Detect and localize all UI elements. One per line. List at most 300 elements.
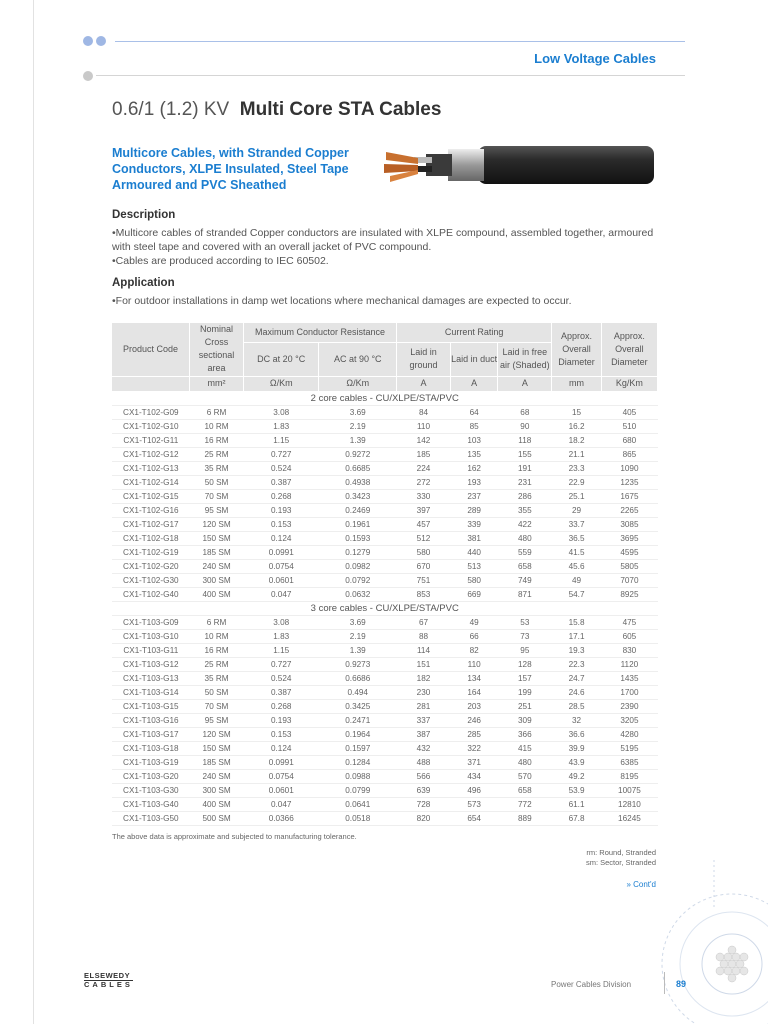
unit-cell: Ω/Km (244, 376, 319, 391)
unit-cell: A (450, 376, 497, 391)
table-cell: 1.39 (349, 435, 366, 445)
table-cell: 0.047 (270, 589, 292, 599)
table-cell: 4280 (620, 729, 639, 739)
table-cell: 415 (517, 743, 532, 753)
table-cell: 3085 (620, 519, 639, 529)
table-cell: 272 (416, 477, 431, 487)
product-code-cell: CX1-T102-G13 (123, 463, 179, 473)
table-cell: 150 SM (202, 743, 231, 753)
table-cell: 0.0754 (268, 561, 294, 571)
table-cell: 871 (517, 589, 532, 599)
table-cell: 0.268 (270, 491, 292, 501)
table-row (112, 629, 658, 643)
unit-cell: A (397, 376, 451, 391)
table-cell: 15.8 (568, 617, 585, 627)
table-cell: 853 (416, 589, 431, 599)
header-ground: Laid in ground (397, 342, 451, 376)
table-cell: 820 (416, 813, 431, 823)
table-cell: 6 RM (206, 617, 227, 627)
application-text (112, 294, 657, 308)
table-cell: 95 SM (204, 715, 229, 725)
unit-cell: mm (552, 376, 602, 391)
page-number: 89 (676, 979, 687, 989)
table-cell: 0.124 (270, 533, 292, 543)
table-row (112, 741, 658, 755)
table-cell: 7070 (620, 575, 639, 585)
table-cell: 5805 (620, 561, 639, 571)
table-cell: 70 SM (204, 491, 229, 501)
product-code-cell: CX1-T102-G10 (123, 421, 179, 431)
table-row (112, 475, 658, 489)
table-cell: 22.3 (568, 659, 585, 669)
table-cell: 0.047 (270, 799, 292, 809)
table-cell: 50 SM (204, 687, 229, 697)
table-cell: 580 (467, 575, 481, 585)
table-cell: 300 SM (202, 575, 231, 585)
table-row (112, 587, 658, 601)
table-cell: 422 (517, 519, 532, 529)
table-cell: 639 (416, 785, 431, 795)
table-cell: 16 RM (204, 645, 229, 655)
table-cell: 41.5 (568, 547, 585, 557)
legend-item: rm: Round, Stranded (586, 848, 656, 857)
table-cell: 4595 (620, 547, 639, 557)
table-cell: 22.9 (568, 477, 585, 487)
table-row (112, 531, 658, 545)
table-cell: 24.7 (568, 673, 585, 683)
table-cell: 337 (416, 715, 431, 725)
table-cell: 1090 (620, 463, 639, 473)
table-cell: 1435 (620, 673, 639, 683)
table-cell: 0.1279 (345, 547, 371, 557)
table-cell: 3.69 (349, 407, 366, 417)
table-cell: 251 (517, 701, 532, 711)
table-cell: 67 (418, 617, 429, 627)
header-current-rating: Current Rating (397, 323, 552, 342)
table-cell: 496 (467, 785, 481, 795)
table-cell: 15 (572, 407, 582, 417)
table-row (112, 643, 658, 657)
product-code-cell: CX1-T103-G11 (123, 645, 179, 655)
table-cell: 0.6685 (345, 463, 371, 473)
table-cell: 49 (469, 617, 479, 627)
product-code-cell: CX1-T103-G18 (123, 743, 179, 753)
product-code-cell: CX1-T103-G13 (123, 673, 179, 683)
table-cell: 88 (418, 631, 429, 641)
table-cell: 0.0792 (345, 575, 371, 585)
table-cell: 285 (467, 729, 481, 739)
table-cell: 25.1 (568, 491, 585, 501)
table-cell: 8925 (620, 589, 639, 599)
table-cell: 0.2471 (345, 715, 371, 725)
title-voltage: 0.6/1 (1.2) KV (112, 99, 230, 120)
table-cell: 128 (517, 659, 532, 669)
table-cell: 0.0366 (268, 813, 294, 823)
table-row (112, 419, 658, 433)
product-code-cell: CX1-T102-G19 (123, 547, 179, 557)
table-cell: 110 (467, 659, 481, 669)
section-title: Low Voltage Cables (534, 51, 656, 66)
table-cell: 0.0601 (268, 575, 294, 585)
table-cell: 0.193 (270, 505, 292, 515)
table-body (112, 391, 658, 825)
table-cell: 387 (416, 729, 431, 739)
table-cell: 0.0601 (268, 785, 294, 795)
table-row (112, 461, 658, 475)
table-cell: 73 (520, 631, 530, 641)
table-cell: 0.0641 (345, 799, 371, 809)
table-cell: 185 (416, 449, 431, 459)
product-code-cell: CX1-T102-G16 (123, 505, 179, 515)
product-code-cell: CX1-T102-G11 (123, 435, 179, 445)
footer-divider (664, 972, 665, 994)
table-cell: 36.6 (568, 729, 585, 739)
table-cell: 50 SM (204, 477, 229, 487)
table-cell: 2.19 (349, 631, 366, 641)
table-cell: 66 (469, 631, 479, 641)
table-cell: 510 (622, 421, 637, 431)
table-cell: 16245 (618, 813, 641, 823)
table-cell: 0.387 (270, 477, 292, 487)
table-cell: 0.387 (270, 687, 292, 697)
table-cell: 728 (416, 799, 431, 809)
product-code-cell: CX1-T103-G14 (123, 687, 179, 697)
table-cell: 1700 (620, 687, 639, 697)
table-row (112, 447, 658, 461)
table-cell: 366 (517, 729, 532, 739)
table-cell: 0.494 (347, 687, 368, 697)
division-name: Power Cables Division (551, 980, 632, 989)
table-cell: 25 RM (204, 659, 229, 669)
table-cell: 1.39 (349, 645, 366, 655)
product-code-cell: CX1-T103-G19 (123, 757, 179, 767)
table-cell: 246 (467, 715, 481, 725)
table-cell: 330 (416, 491, 431, 501)
table-cell: 150 SM (202, 533, 231, 543)
product-code-cell: CX1-T102-G14 (123, 477, 179, 487)
header-free-air: Laid in free air (Shaded) (498, 342, 552, 376)
table-cell: 118 (518, 435, 532, 445)
table-cell: 224 (416, 463, 431, 473)
table-cell: 0.0991 (268, 547, 294, 557)
description-heading: Description (112, 209, 176, 221)
table-cell: 237 (467, 491, 481, 501)
table-cell: 0.1964 (345, 729, 371, 739)
table-cell: 16.2 (568, 421, 585, 431)
table-cell: 10075 (618, 785, 641, 795)
product-code-cell: CX1-T102-G15 (123, 491, 179, 501)
header-max-resistance: Maximum Conductor Resistance (244, 323, 397, 342)
product-subtitle: Multicore Cables, with Stranded Copper Conductors, XLPE Insulated, Steel Tape Armoured and PVC Sheathed (112, 146, 349, 192)
table-cell: 1675 (620, 491, 639, 501)
table-row (112, 755, 658, 769)
table-cell: 400 SM (202, 589, 231, 599)
table-cell: 49 (572, 575, 582, 585)
table-cell: 21.1 (568, 449, 585, 459)
table-cell: 371 (467, 757, 481, 767)
table-cell: 3695 (620, 533, 639, 543)
cable-illustration (378, 140, 660, 190)
table-cell: 658 (517, 785, 532, 795)
unit-cell: Kg/Km (601, 376, 657, 391)
table-cell: 53.9 (568, 785, 585, 795)
table-cell: 12810 (618, 799, 641, 809)
table-cell: 0.0988 (345, 771, 371, 781)
product-code-cell: CX1-T102-G12 (123, 449, 179, 459)
table-cell: 281 (416, 701, 431, 711)
table-cell: 185 SM (202, 547, 231, 557)
table-cell: 751 (416, 575, 431, 585)
table-cell: 36.5 (568, 533, 585, 543)
table-cell: 103 (467, 435, 481, 445)
table-cell: 49.2 (568, 771, 585, 781)
table-cell: 19.3 (568, 645, 585, 655)
table-cell: 64 (469, 407, 479, 417)
table-cell: 0.124 (270, 743, 292, 753)
table-cell: 500 SM (202, 813, 231, 823)
table-cell: 865 (622, 449, 637, 459)
table-row (112, 811, 658, 825)
conductor-legend (586, 848, 656, 868)
table-cell: 289 (467, 505, 481, 515)
table-cell: 25 RM (204, 449, 229, 459)
table-cell: 3.69 (349, 617, 366, 627)
table-cell: 0.1597 (345, 743, 371, 753)
table-cell: 164 (467, 687, 481, 697)
table-cell: 230 (416, 687, 431, 697)
table-cell: 0.9273 (345, 659, 371, 669)
table-cell: 162 (467, 463, 481, 473)
description-item: •Cables are produced according to IEC 60502. (112, 255, 329, 267)
table-cell: 110 (416, 421, 431, 431)
product-code-cell: CX1-T102-G18 (123, 533, 179, 543)
table-row (112, 685, 658, 699)
table-cell: 231 (517, 477, 532, 487)
table-cell: 889 (517, 813, 532, 823)
product-code-cell: CX1-T102-G17 (123, 519, 179, 529)
table-cell: 0.2469 (345, 505, 371, 515)
product-code-cell: CX1-T103-G20 (123, 771, 179, 781)
header-nominal-area: Nominal Cross sectional area (190, 323, 244, 376)
group-title: 3 core cables - CU/XLPE/STA/PVC (310, 602, 459, 614)
table-cell: 513 (467, 561, 481, 571)
table-cell: 90 (520, 421, 530, 431)
product-code-cell: CX1-T103-G30 (123, 785, 179, 795)
table-cell: 0.1961 (345, 519, 371, 529)
table-cell: 0.0754 (268, 771, 294, 781)
table-cell: 23.3 (568, 463, 585, 473)
table-cell: 3205 (620, 715, 639, 725)
table-row (112, 727, 658, 741)
company-logo: ELSEWEDY CABLES (84, 971, 133, 989)
table-cell: 3.08 (273, 617, 290, 627)
header-rule (115, 41, 685, 42)
table-cell: 68 (520, 407, 530, 417)
table-cell: 0.524 (270, 463, 292, 473)
table-group-header (112, 391, 658, 405)
product-code-cell: CX1-T103-G12 (123, 659, 179, 669)
header-dot-grey (83, 71, 93, 81)
table-cell: 67.8 (568, 813, 585, 823)
table-row (112, 545, 658, 559)
table-cell: 0.153 (270, 519, 292, 529)
table-cell: 191 (517, 463, 532, 473)
table-cell: 475 (622, 617, 637, 627)
table-cell: 654 (467, 813, 481, 823)
table-cell: 157 (517, 673, 532, 683)
table-cell: 29 (572, 505, 582, 515)
table-cell: 480 (517, 533, 532, 543)
table-cell: 134 (467, 673, 481, 683)
table-cell: 240 SM (202, 561, 231, 571)
table-row (112, 783, 658, 797)
table-cell: 669 (467, 589, 481, 599)
table-cell: 573 (467, 799, 481, 809)
table-cell: 182 (416, 673, 431, 683)
table-cell: 10 RM (204, 631, 229, 641)
table-cell: 405 (622, 407, 637, 417)
header-rule-grey (96, 75, 685, 76)
table-cell: 0.0518 (345, 813, 371, 823)
unit-cell: mm² (190, 376, 244, 391)
header-ac: AC at 90 °C (319, 342, 397, 376)
table-cell: 120 SM (202, 729, 231, 739)
legend-item: sm: Sector, Stranded (585, 858, 656, 867)
table-cell: 43.9 (568, 757, 585, 767)
header-duct: Laid in duct (450, 342, 497, 376)
table-row (112, 797, 658, 811)
table-cell: 35 RM (204, 673, 229, 683)
table-row (112, 405, 658, 419)
product-code-cell: CX1-T103-G10 (123, 631, 179, 641)
table-cell: 193 (467, 477, 481, 487)
table-cell: 670 (416, 561, 431, 571)
table-cell: 151 (416, 659, 431, 669)
table-cell: 432 (416, 743, 431, 753)
product-code-cell: CX1-T103-G17 (123, 729, 179, 739)
table-row (112, 769, 658, 783)
unit-cell: A (498, 376, 552, 391)
table-cell: 28.5 (568, 701, 585, 711)
table-cell: 17.1 (568, 631, 585, 641)
table-row (112, 573, 658, 587)
table-cell: 1120 (620, 659, 639, 669)
table-row (112, 699, 658, 713)
table-cell: 339 (467, 519, 481, 529)
product-code-cell: CX1-T103-G15 (123, 701, 179, 711)
table-cell: 559 (517, 547, 532, 557)
table-cell: 1.83 (273, 421, 290, 431)
table-cell: 0.3423 (345, 491, 371, 501)
product-code-cell: CX1-T103-G40 (123, 799, 179, 809)
header-dots (83, 36, 106, 46)
table-cell: 488 (416, 757, 431, 767)
table-cell: 381 (467, 533, 481, 543)
table-cell: 5195 (620, 743, 639, 753)
table-cell: 84 (418, 407, 429, 417)
table-cell: 16 RM (204, 435, 229, 445)
table-row (112, 489, 658, 503)
table-cell: 309 (517, 715, 532, 725)
table-cell: 680 (622, 435, 637, 445)
table-cell: 2.19 (349, 421, 366, 431)
table-cell: 6 RM (206, 407, 227, 417)
table-cell: 114 (416, 645, 431, 655)
table-cell: 480 (517, 757, 532, 767)
table-cell: 434 (467, 771, 481, 781)
table-cell: 580 (416, 547, 431, 557)
table-cell: 8195 (620, 771, 639, 781)
product-code-cell: CX1-T103-G50 (123, 813, 179, 823)
product-code-cell: CX1-T103-G09 (123, 617, 179, 627)
header-overall-diameter: Approx. Overall Diameter (552, 323, 602, 376)
table-cell: 322 (467, 743, 481, 753)
continued-link[interactable]: » Cont'd (626, 880, 656, 889)
table-cell: 0.268 (270, 701, 292, 711)
table-cell: 570 (517, 771, 532, 781)
description-item: •Multicore cables of stranded Copper conductors are insulated with XLPE compound, assembled together, armoured with steel tape and covered with an overall jacket of PVC compound. (112, 227, 654, 253)
table-cell: 0.4938 (345, 477, 371, 487)
table-cell: 24.6 (568, 687, 585, 697)
table-cell: 0.193 (270, 715, 292, 725)
product-code-cell: CX1-T102-G09 (123, 407, 179, 417)
table-cell: 0.0632 (345, 589, 371, 599)
table-cell: 240 SM (202, 771, 231, 781)
table-cell: 772 (517, 799, 532, 809)
table-cell: 0.727 (270, 659, 292, 669)
table-cell: 18.2 (568, 435, 585, 445)
table-row (112, 517, 658, 531)
product-code-cell: CX1-T103-G16 (123, 715, 179, 725)
table-row (112, 657, 658, 671)
table-cell: 54.7 (568, 589, 585, 599)
table-row (112, 559, 658, 573)
table-cell: 1.83 (273, 631, 290, 641)
table-cell: 53 (520, 617, 530, 627)
header-dot (83, 36, 93, 46)
table-cell: 0.3425 (345, 701, 371, 711)
table-cell: 45.6 (568, 561, 585, 571)
table-cell: 199 (517, 687, 532, 697)
table-cell: 658 (517, 561, 532, 571)
table-cell: 0.0991 (268, 757, 294, 767)
cable-cross-section-graphic (648, 860, 768, 1024)
table-cell: 355 (517, 505, 532, 515)
table-cell: 457 (416, 519, 431, 529)
table-cell: 39.9 (568, 743, 585, 753)
table-cell: 2390 (620, 701, 639, 711)
table-cell: 0.0982 (345, 561, 371, 571)
product-code-cell: CX1-T102-G20 (123, 561, 179, 571)
unit-cell (112, 376, 190, 391)
table-cell: 0.1284 (345, 757, 371, 767)
table-cell: 0.524 (270, 673, 292, 683)
table-cell: 35 RM (204, 463, 229, 473)
table-cell: 0.6686 (345, 673, 371, 683)
application-heading: Application (112, 277, 175, 289)
group-title: 2 core cables - CU/XLPE/STA/PVC (310, 392, 459, 404)
table-cell: 400 SM (202, 799, 231, 809)
table-cell: 0.0799 (345, 785, 371, 795)
table-cell: 566 (416, 771, 431, 781)
table-row (112, 433, 658, 447)
table-cell: 6385 (620, 757, 639, 767)
page-title (112, 99, 441, 121)
table-cell: 82 (469, 645, 479, 655)
table-cell: 32 (572, 715, 582, 725)
table-cell: 85 (469, 421, 479, 431)
table-cell: 1.15 (273, 435, 290, 445)
